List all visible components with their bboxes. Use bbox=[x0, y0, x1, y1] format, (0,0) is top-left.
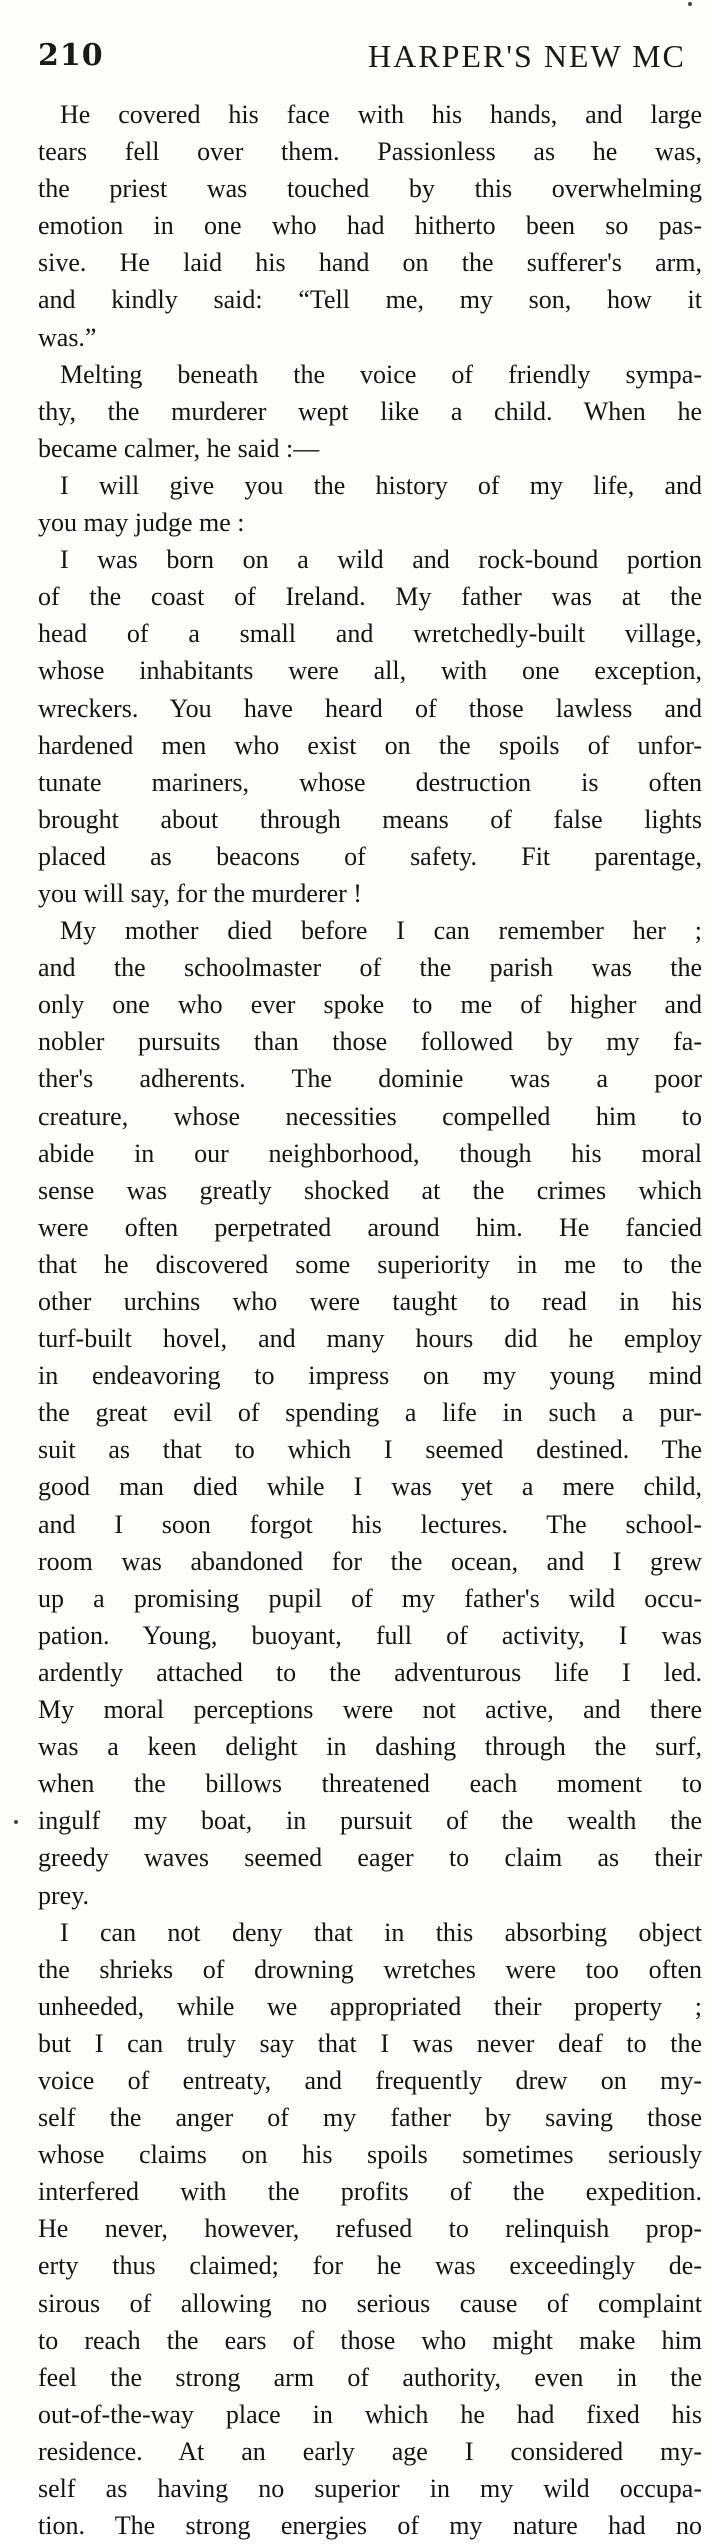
text-line: whose inhabitants were all, with one exception, bbox=[38, 656, 702, 686]
page-number: 210 bbox=[38, 38, 104, 73]
text-line: unheeded, while we appropriated their property ; bbox=[38, 1991, 702, 2021]
text-line: when the billows threatened each moment to bbox=[38, 1769, 702, 1799]
text-line: voice of entreaty, and frequently drew on my- bbox=[38, 2065, 702, 2095]
text-line: but I can truly say that I was never deaf to the bbox=[38, 2028, 702, 2058]
text-line: He covered his face with his hands, and large bbox=[60, 100, 702, 129]
text-line: prey. bbox=[38, 1880, 90, 1910]
text-line: in endeavoring to impress on my young mind bbox=[38, 1361, 702, 1391]
text-line: were often perpetrated around him. He fancied bbox=[38, 1212, 702, 1242]
text-line: ingulf my boat, in pursuit of the wealth the bbox=[38, 1806, 702, 1836]
text-line: placed as beacons of safety. Fit parentage, bbox=[38, 841, 702, 871]
text-line: pation. Young, buoyant, full of activity, I was bbox=[38, 1620, 702, 1650]
text-line: the great evil of spending a life in such a pur- bbox=[38, 1398, 702, 1428]
text-line: whose claims on his spoils sometimes seriously bbox=[38, 2140, 702, 2170]
text-line: greedy waves seemed eager to claim as their bbox=[38, 1843, 702, 1873]
text-line: My mother died before I can remember her ; bbox=[60, 916, 702, 946]
text-line: tunate mariners, whose destruction is often bbox=[38, 767, 702, 797]
text-line: sive. He laid his hand on the sufferer's arm, bbox=[38, 248, 702, 278]
text-line: and the schoolmaster of the parish was the bbox=[38, 953, 702, 983]
text-line: became calmer, he said :— bbox=[38, 433, 320, 463]
text-line: wreckers. You have heard of those lawless and bbox=[38, 693, 702, 723]
text-line: Melting beneath the voice of friendly sympa- bbox=[60, 359, 702, 389]
text-line: to reach the ears of those who might make him bbox=[38, 2325, 702, 2355]
text-line: was a keen delight in dashing through the surf, bbox=[38, 1732, 702, 1762]
text-line: hardened men who exist on the spoils of unfor- bbox=[38, 730, 702, 760]
text-line: only one who ever spoke to me of higher and bbox=[38, 990, 702, 1020]
page-header bbox=[0, 38, 712, 82]
text-line: I can not deny that in this absorbing object bbox=[60, 1917, 702, 1947]
text-column bbox=[38, 96, 702, 2544]
text-line: you will say, for the murderer ! bbox=[38, 878, 362, 908]
text-line: suit as that to which I seemed destined. The bbox=[38, 1435, 702, 1465]
text-line: thy, the murderer wept like a child. When he bbox=[38, 396, 702, 426]
text-line: ther's adherents. The dominie was a poor bbox=[38, 1064, 702, 1094]
text-line: that he discovered some superiority in me to the bbox=[38, 1249, 702, 1279]
text-line: was.” bbox=[38, 322, 97, 352]
text-line: interfered with the profits of the expedition. bbox=[38, 2177, 702, 2207]
text-line: of the coast of Ireland. My father was at the bbox=[38, 582, 702, 612]
text-line: erty thus claimed; for he was exceedingly de- bbox=[38, 2251, 702, 2281]
text-line: up a promising pupil of my father's wild occu- bbox=[38, 1583, 702, 1613]
text-line: tears fell over them. Passionless as he was, bbox=[38, 137, 702, 167]
text-line: head of a small and wretchedly-built village, bbox=[38, 619, 702, 649]
running-head: HARPER'S NEW MC bbox=[368, 38, 686, 74]
text-line: nobler pursuits than those followed by my fa- bbox=[38, 1027, 702, 1057]
text-line: you may judge me : bbox=[38, 508, 245, 538]
text-line: My moral perceptions were not active, and there bbox=[38, 1695, 702, 1725]
text-line: creature, whose necessities compelled him to bbox=[38, 1101, 702, 1131]
text-line: emotion in one who had hitherto been so pas- bbox=[38, 211, 702, 241]
text-line: turf-built hovel, and many hours did he employ bbox=[38, 1324, 702, 1354]
text-line: the priest was touched by this overwhelming bbox=[38, 174, 702, 204]
text-line: residence. At an early age I considered my- bbox=[38, 2436, 702, 2466]
text-line: sirous of allowing no serious cause of complaint bbox=[38, 2288, 702, 2318]
text-line: the shrieks of drowning wretches were too often bbox=[38, 1954, 702, 1984]
text-line: tion. The strong energies of my nature had no bbox=[38, 2511, 702, 2541]
text-line: ardently attached to the adventurous life I led. bbox=[38, 1657, 702, 1687]
text-line: feel the strong arm of authority, even in the bbox=[38, 2362, 702, 2392]
text-line: sense was greatly shocked at the crimes which bbox=[38, 1175, 702, 1205]
text-line: self as having no superior in my wild occupa- bbox=[38, 2474, 702, 2503]
text-line: good man died while I was yet a mere child, bbox=[38, 1472, 702, 1502]
text-line: I was born on a wild and rock-bound portion bbox=[60, 545, 702, 575]
ink-speck bbox=[14, 1820, 18, 1824]
text-line: self the anger of my father by saving those bbox=[38, 2103, 702, 2133]
text-line: brought about through means of false lights bbox=[38, 804, 702, 834]
text-line: He never, however, refused to relinquish prop- bbox=[38, 2214, 702, 2244]
text-line: room was abandoned for the ocean, and I grew bbox=[38, 1546, 702, 1576]
text-line: out-of-the-way place in which he had fixed his bbox=[38, 2399, 702, 2429]
text-line: and I soon forgot his lectures. The school- bbox=[38, 1509, 702, 1539]
ink-speck bbox=[688, 2, 692, 6]
text-line: abide in our neighborhood, though his moral bbox=[38, 1138, 702, 1168]
text-line: and kindly said: “Tell me, my son, how it bbox=[38, 285, 702, 315]
text-line: other urchins who were taught to read in his bbox=[38, 1287, 702, 1316]
text-line: I will give you the history of my life, and bbox=[60, 470, 702, 500]
